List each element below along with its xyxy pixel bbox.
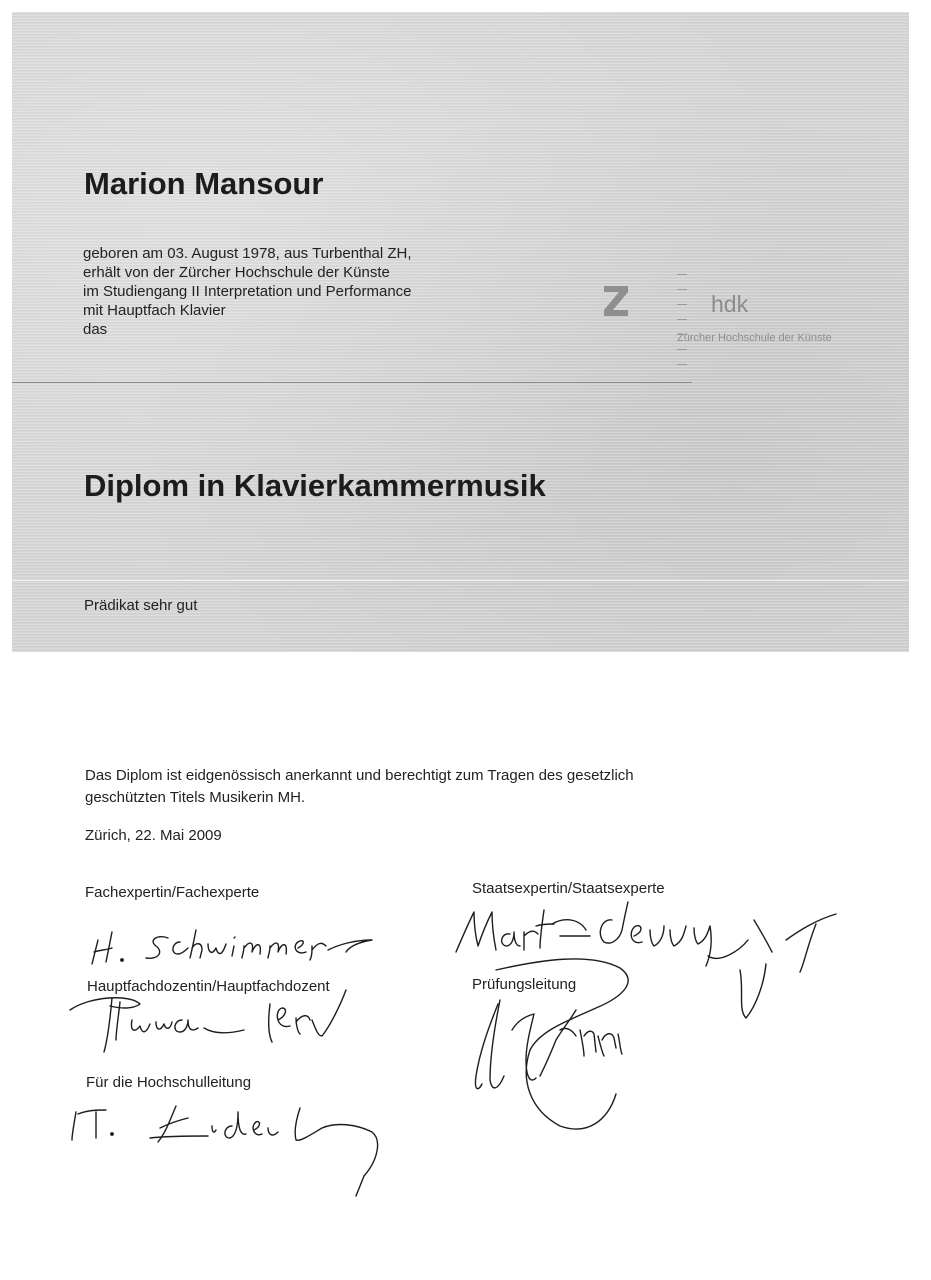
logo-tick-marks <box>677 274 689 379</box>
handwritten-signatures <box>0 880 931 1220</box>
logo-hdk-text: hdk <box>711 291 749 317</box>
diploma-header-panel <box>12 12 909 652</box>
degree-title: Diplom in Klavierkammermusik <box>84 468 546 503</box>
grade-text: Prädikat sehr gut <box>84 597 198 614</box>
fold-line <box>12 382 692 383</box>
label-pruefungsleitung: Prüfungsleitung <box>472 976 577 993</box>
label-fachexperte: Fachexpertin/Fachexperte <box>85 884 260 901</box>
zhdk-z-logo-icon <box>602 284 630 318</box>
logo-institution-name: Zürcher Hochschule der Künste <box>677 332 832 344</box>
intro-line: mit Hauptfach Klavier <box>83 302 226 319</box>
recognition-line: geschützten Titels Musikerin MH. <box>85 789 306 806</box>
intro-line: das <box>83 321 108 338</box>
recipient-intro <box>83 244 412 339</box>
recipient-name: Marion Mansour <box>84 166 324 201</box>
signature-hochschulleitung <box>72 1106 378 1196</box>
place-date: Zürich, 22. Mai 2009 <box>85 827 222 844</box>
recognition-line: Das Diplom ist eidgenössisch anerkannt und berechtigt zum Tragen des gesetzlich <box>85 767 634 784</box>
signature-staatsexperte <box>456 902 836 1018</box>
intro-line: erhält von der Zürcher Hochschule der Künste <box>83 264 390 281</box>
label-hauptfachdozent: Hauptfachdozentin/Hauptfachdozent <box>87 978 330 995</box>
label-staatsexperte: Staatsexpertin/Staatsexperte <box>472 880 665 897</box>
intro-line: im Studiengang II Interpretation und Performance <box>83 283 412 300</box>
label-hochschulleitung: Für die Hochschulleitung <box>86 1074 252 1091</box>
fold-line <box>12 580 909 581</box>
signature-fachexperte <box>92 930 372 964</box>
signature-hauptfachdozent <box>70 990 346 1052</box>
intro-line: geboren am 03. August 1978, aus Turbenthal ZH, <box>83 245 412 262</box>
